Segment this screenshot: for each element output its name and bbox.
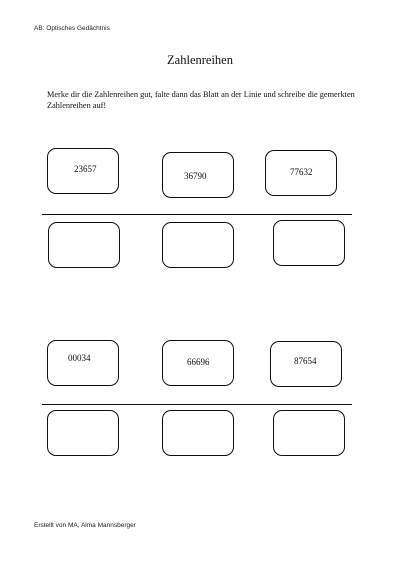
number-box-4	[47, 340, 119, 386]
answer-box[interactable]	[162, 222, 234, 268]
number-value: 77632	[290, 167, 313, 177]
number-value: 87654	[294, 356, 317, 366]
number-box-1	[47, 148, 119, 194]
number-value: 36790	[184, 171, 207, 181]
answer-box[interactable]	[273, 220, 345, 266]
page-title: Zahlenreihen	[167, 53, 233, 67]
number-box-5	[162, 340, 234, 386]
number-value: 23657	[74, 164, 97, 174]
number-box-6	[270, 341, 342, 387]
answer-box[interactable]	[162, 410, 234, 456]
number-box-3	[265, 150, 337, 196]
answer-box[interactable]	[273, 410, 345, 456]
answer-box[interactable]	[48, 222, 120, 268]
number-value: 66696	[187, 357, 210, 367]
instructions-text: Merke dir die Zahlenreihen gut, falte dann das Blatt an der Linie und schreibe die gemerkten Zahlenreihen auf!	[47, 90, 355, 110]
answer-box[interactable]	[47, 410, 119, 456]
page-footer: Erstellt von MA, Alma Mannsberger	[34, 522, 136, 529]
number-box-2	[162, 152, 234, 198]
page-header: AB: Optisches Gedächtnis	[34, 25, 110, 32]
fold-line	[42, 214, 352, 215]
fold-line	[42, 404, 352, 405]
number-value: 00034	[68, 353, 91, 363]
